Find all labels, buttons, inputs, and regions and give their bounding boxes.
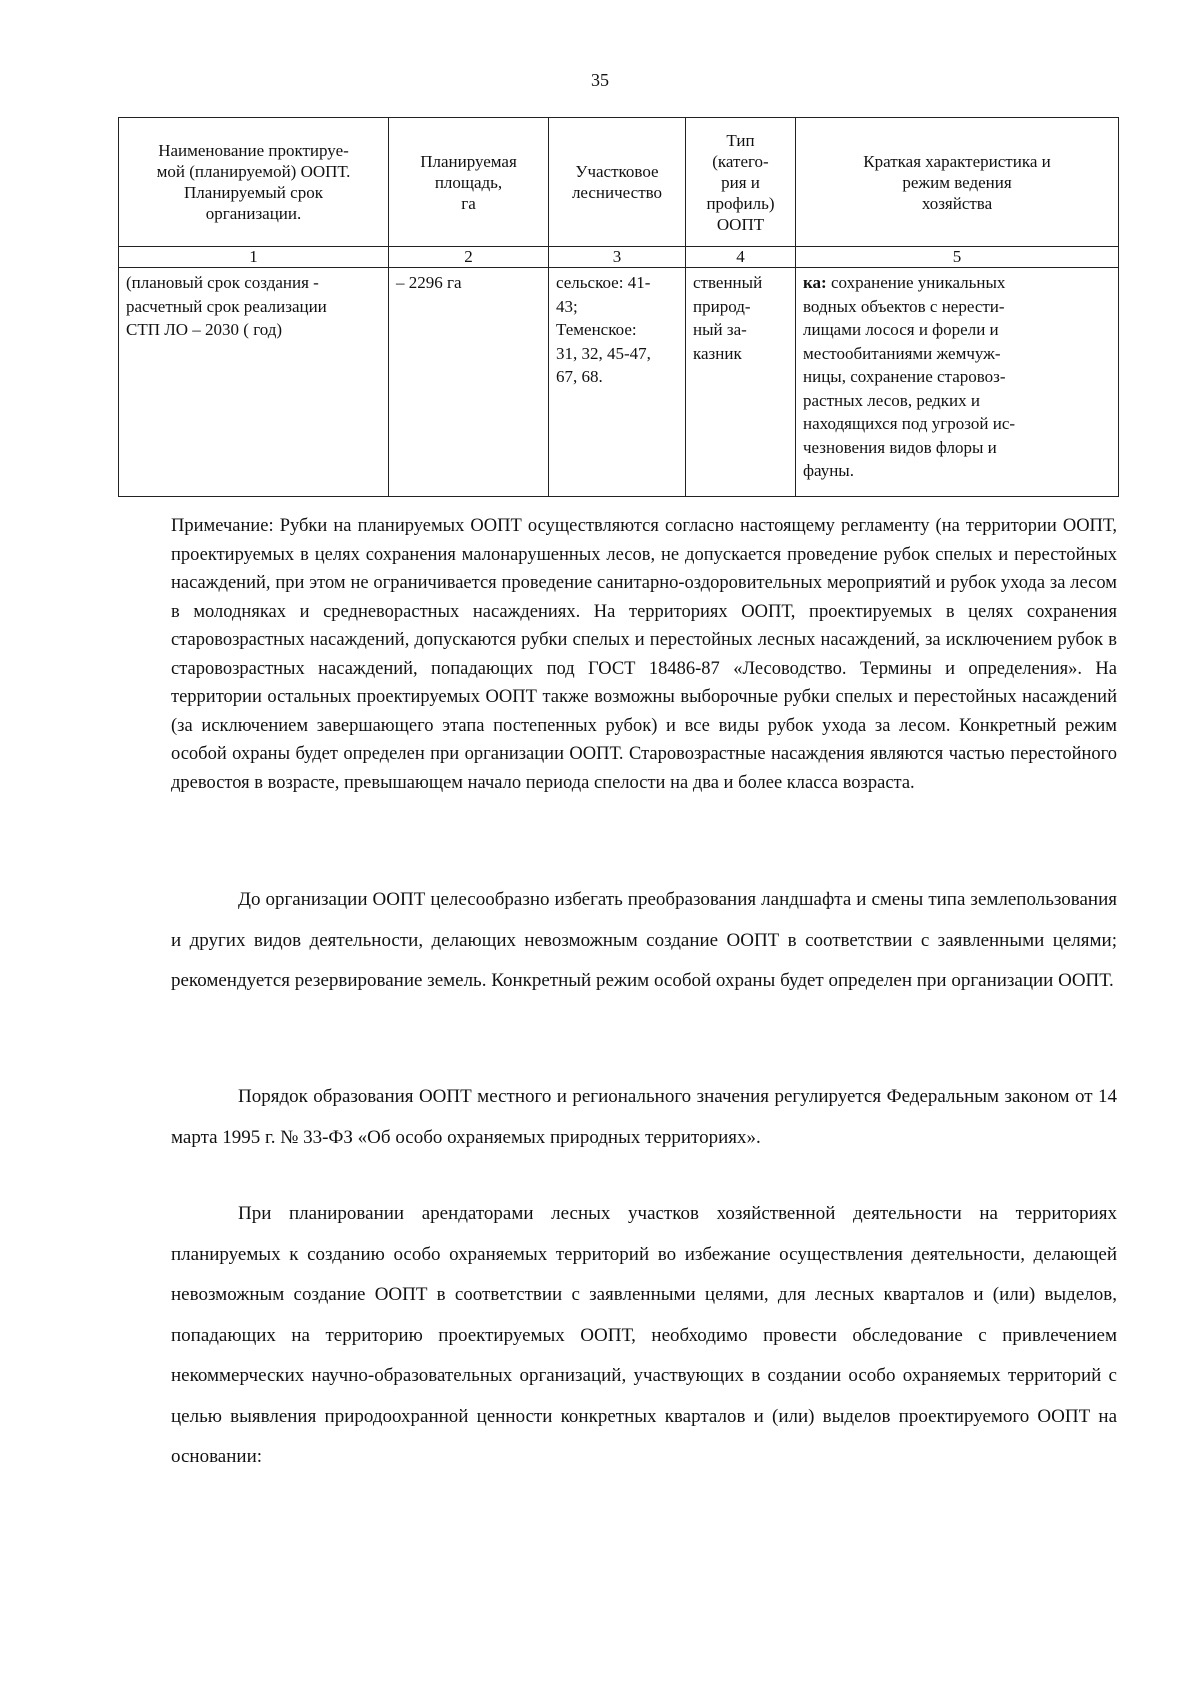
cell-type: ственный природ- ный за- казник	[686, 268, 796, 497]
column-number: 2	[389, 247, 549, 268]
cell-forestry: сельское: 41- 43; Теменское: 31, 32, 45-47, 67, 68.	[549, 268, 686, 497]
cell-description: ка: сохранение уникальных водных объектов с нерести- лищами лосося и форели и местообитаниями жемчуж- ницы, сохранение старовоз- растных лесов, редких и находящихся под угрозой ис- чезновения видов флоры и фауны.	[796, 268, 1119, 497]
cell-name: (плановый срок создания - расчетный срок реализации СТП ЛО – 2030 ( год)	[119, 268, 389, 497]
body-paragraph: При планировании арендаторами лесных участков хозяйственной деятельности на территориях планируемых к созданию особо охраняемых территорий во избежание осуществления деятельности, делающей невозможным создание ООПТ в соответствии с заявленными целями, для лесных кварталов и (или) выделов, попадающих на территорию проектируемых ООПТ, необходимо провести обследование с привлечением некоммерческих научно-образовательных организаций, участвующих в создании особо охраняемых территорий с целью выявления природоохранной ценности конкретных кварталов и (или) выделов проектируемого ООПТ на основании:	[171, 1203, 1117, 1467]
note-paragraph: Примечание: Рубки на планируемых ООПТ осуществляются согласно настоящему регламенту (на территории ООПТ, проектируемых в целях сохранения малонарушенных лесов, не допускается проведение рубок спелых и перестойных насаждений, при этом не ограничивается проведение санитарно-оздоровительных мероприятий и рубок ухода за лесом в молодняках и средневорастных насаждениях. На территориях ООПТ, проектируемых в целях сохранения старовозрастных насаждений, допускаются рубки спелых и перестойных лесных насаждений, за исключением рубок в старовозрастных насаждений, попадающих под ГОСТ 18486-87 «Лесоводство. Термины и определения». На территории остальных проектируемых ООПТ также возможны выборочные рубки спелых и перестойных насаждений (за исключением завершающего этапа постепенных рубок) и все виды рубок ухода за лесом. Конкретный режим особой охраны будет определен при организации ООПТ. Старовозрастные насаждения являются частью перестойного древостоя в возрасте, превышающем начало периода спелости на два и более класса возраста.	[171, 516, 1117, 793]
column-number: 3	[549, 247, 686, 268]
table-header-row	[119, 118, 1119, 247]
header-type: Тип (катего- рия и профиль) ООПТ	[686, 118, 796, 247]
column-number: 5	[796, 247, 1119, 268]
page-number: 35	[591, 70, 609, 90]
header-forestry: Участковое лесничество	[549, 118, 686, 247]
column-number-row	[119, 247, 1119, 268]
description-prefix: ка:	[803, 273, 827, 292]
header-name: Наименование проктируе- мой (планируемой) ООПТ. Планируемый срок организации.	[119, 118, 389, 247]
header-description: Краткая характеристика и режим ведения хозяйства	[796, 118, 1119, 247]
column-number: 4	[686, 247, 796, 268]
body-paragraph: До организации ООПТ целесообразно избегать преобразования ландшафта и смены типа землепользования и других видов деятельности, делающих невозможным создание ООПТ в соответствии с заявленными целями; рекомендуется резервирование земель. Конкретный режим особой охраны будет определен при организации ООПТ.	[171, 889, 1117, 991]
cell-area: – 2296 га	[389, 268, 549, 497]
header-area: Планируемая площадь, га	[389, 118, 549, 247]
column-number: 1	[119, 247, 389, 268]
body-paragraph: Порядок образования ООПТ местного и регионального значения регулируется Федеральным законом от 14 марта 1995 г. № 33-ФЗ «Об особо охраняемых природных территориях».	[171, 1086, 1117, 1148]
oopt-table	[118, 117, 1119, 497]
table-row	[119, 268, 1119, 497]
